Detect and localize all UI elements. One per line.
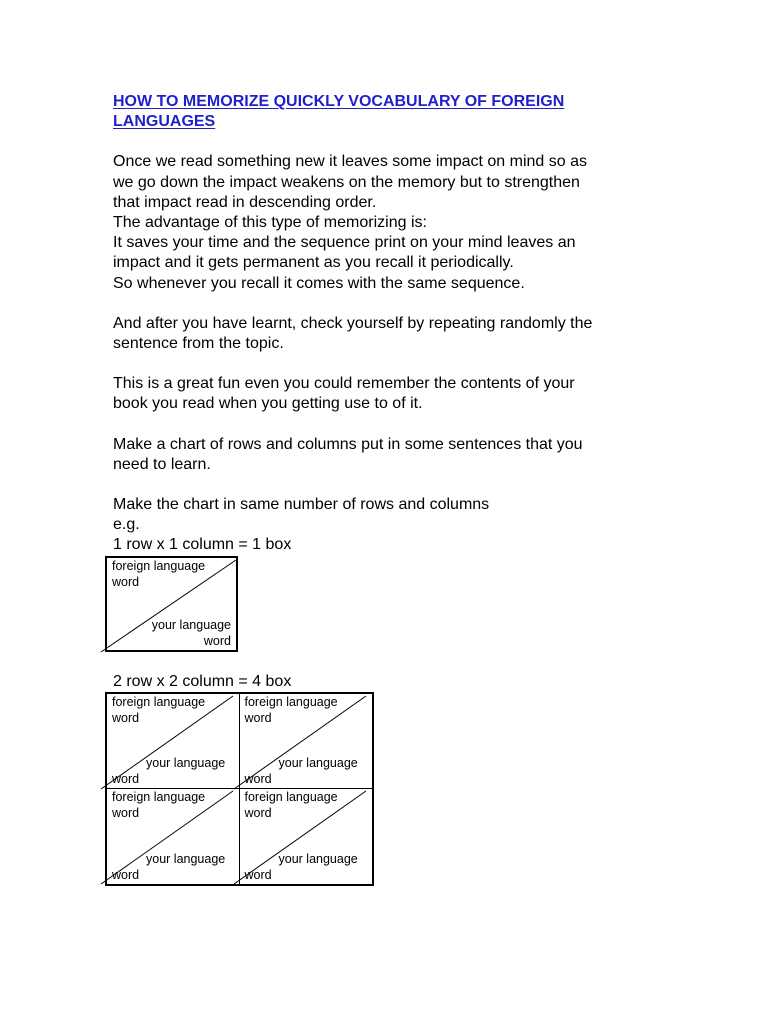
your-word-line-1: your language xyxy=(146,851,226,866)
text-line: It saves your time and the sequence print on your mind leaves an xyxy=(113,234,576,252)
chart-cell xyxy=(107,789,240,884)
your-word-line-1: your language xyxy=(146,755,226,770)
chart-1x1 xyxy=(105,556,238,652)
document-page xyxy=(113,92,653,886)
foreign-word-label: foreign language word xyxy=(112,558,206,589)
text-line: impact and it gets permanent as you recall it periodically. xyxy=(113,254,514,272)
box-label-1x1: 1 row x 1 column = 1 box xyxy=(113,536,292,554)
text-line: book you read when you getting use to of it. xyxy=(113,395,423,413)
text-line: need to learn. xyxy=(113,455,211,473)
your-word-line-1: your language xyxy=(278,755,358,770)
text-line: Once we read something new it leaves some impact on mind so as xyxy=(113,153,588,171)
paragraph-check xyxy=(113,314,653,354)
your-word-label xyxy=(245,851,370,883)
foreign-word-label: foreign language word xyxy=(244,694,338,725)
your-word-label xyxy=(112,755,237,787)
chart-cell xyxy=(107,694,240,789)
your-word-line-2: word xyxy=(203,633,231,648)
your-word-line-1: your language xyxy=(151,617,231,632)
document-title[interactable] xyxy=(113,92,653,132)
text-line: sentence from the topic. xyxy=(113,335,284,353)
paragraph-chart xyxy=(113,435,653,475)
text-line: we go down the impact weakens on the memory but to strengthen xyxy=(113,173,580,191)
text-line: Make the chart in same number of rows and columns xyxy=(113,496,490,514)
your-word-line-2: word xyxy=(244,771,272,786)
chart-2x2 xyxy=(105,692,374,886)
chart-cell xyxy=(107,558,236,650)
your-word-line-2: word xyxy=(112,771,140,786)
chart-cell xyxy=(240,694,373,789)
your-word-line-1: your language xyxy=(278,851,358,866)
paragraph-impact xyxy=(113,152,653,293)
your-word-label xyxy=(152,617,231,649)
your-word-line-2: word xyxy=(244,867,272,882)
paragraph-fun xyxy=(113,374,653,414)
title-line-1: HOW TO MEMORIZE QUICKLY VOCABULARY OF FOREIGN xyxy=(113,93,565,110)
foreign-word-label: foreign language word xyxy=(244,789,338,820)
your-word-label xyxy=(112,851,237,883)
text-line: And after you have learnt, check yourself by repeating randomly the xyxy=(113,314,593,332)
box-label-2x2: 2 row x 2 column = 4 box xyxy=(113,672,292,690)
title-line-2: LANGUAGES xyxy=(113,113,216,131)
your-word-label xyxy=(245,755,370,787)
text-line: The advantage of this type of memorizing is: xyxy=(113,214,427,232)
text-line: This is a great fun even you could remember the contents of your xyxy=(113,375,575,393)
foreign-word-label: foreign language word xyxy=(112,694,206,725)
chart-cell xyxy=(240,789,373,884)
paragraph-example xyxy=(113,495,653,556)
text-line: that impact read in descending order. xyxy=(113,193,377,211)
foreign-word-label: foreign language word xyxy=(112,789,206,820)
text-line: So whenever you recall it comes with the same sequence. xyxy=(113,274,525,292)
text-line: Make a chart of rows and columns put in some sentences that you xyxy=(113,435,583,453)
text-line: e.g. xyxy=(113,516,140,534)
your-word-line-2: word xyxy=(112,867,140,882)
